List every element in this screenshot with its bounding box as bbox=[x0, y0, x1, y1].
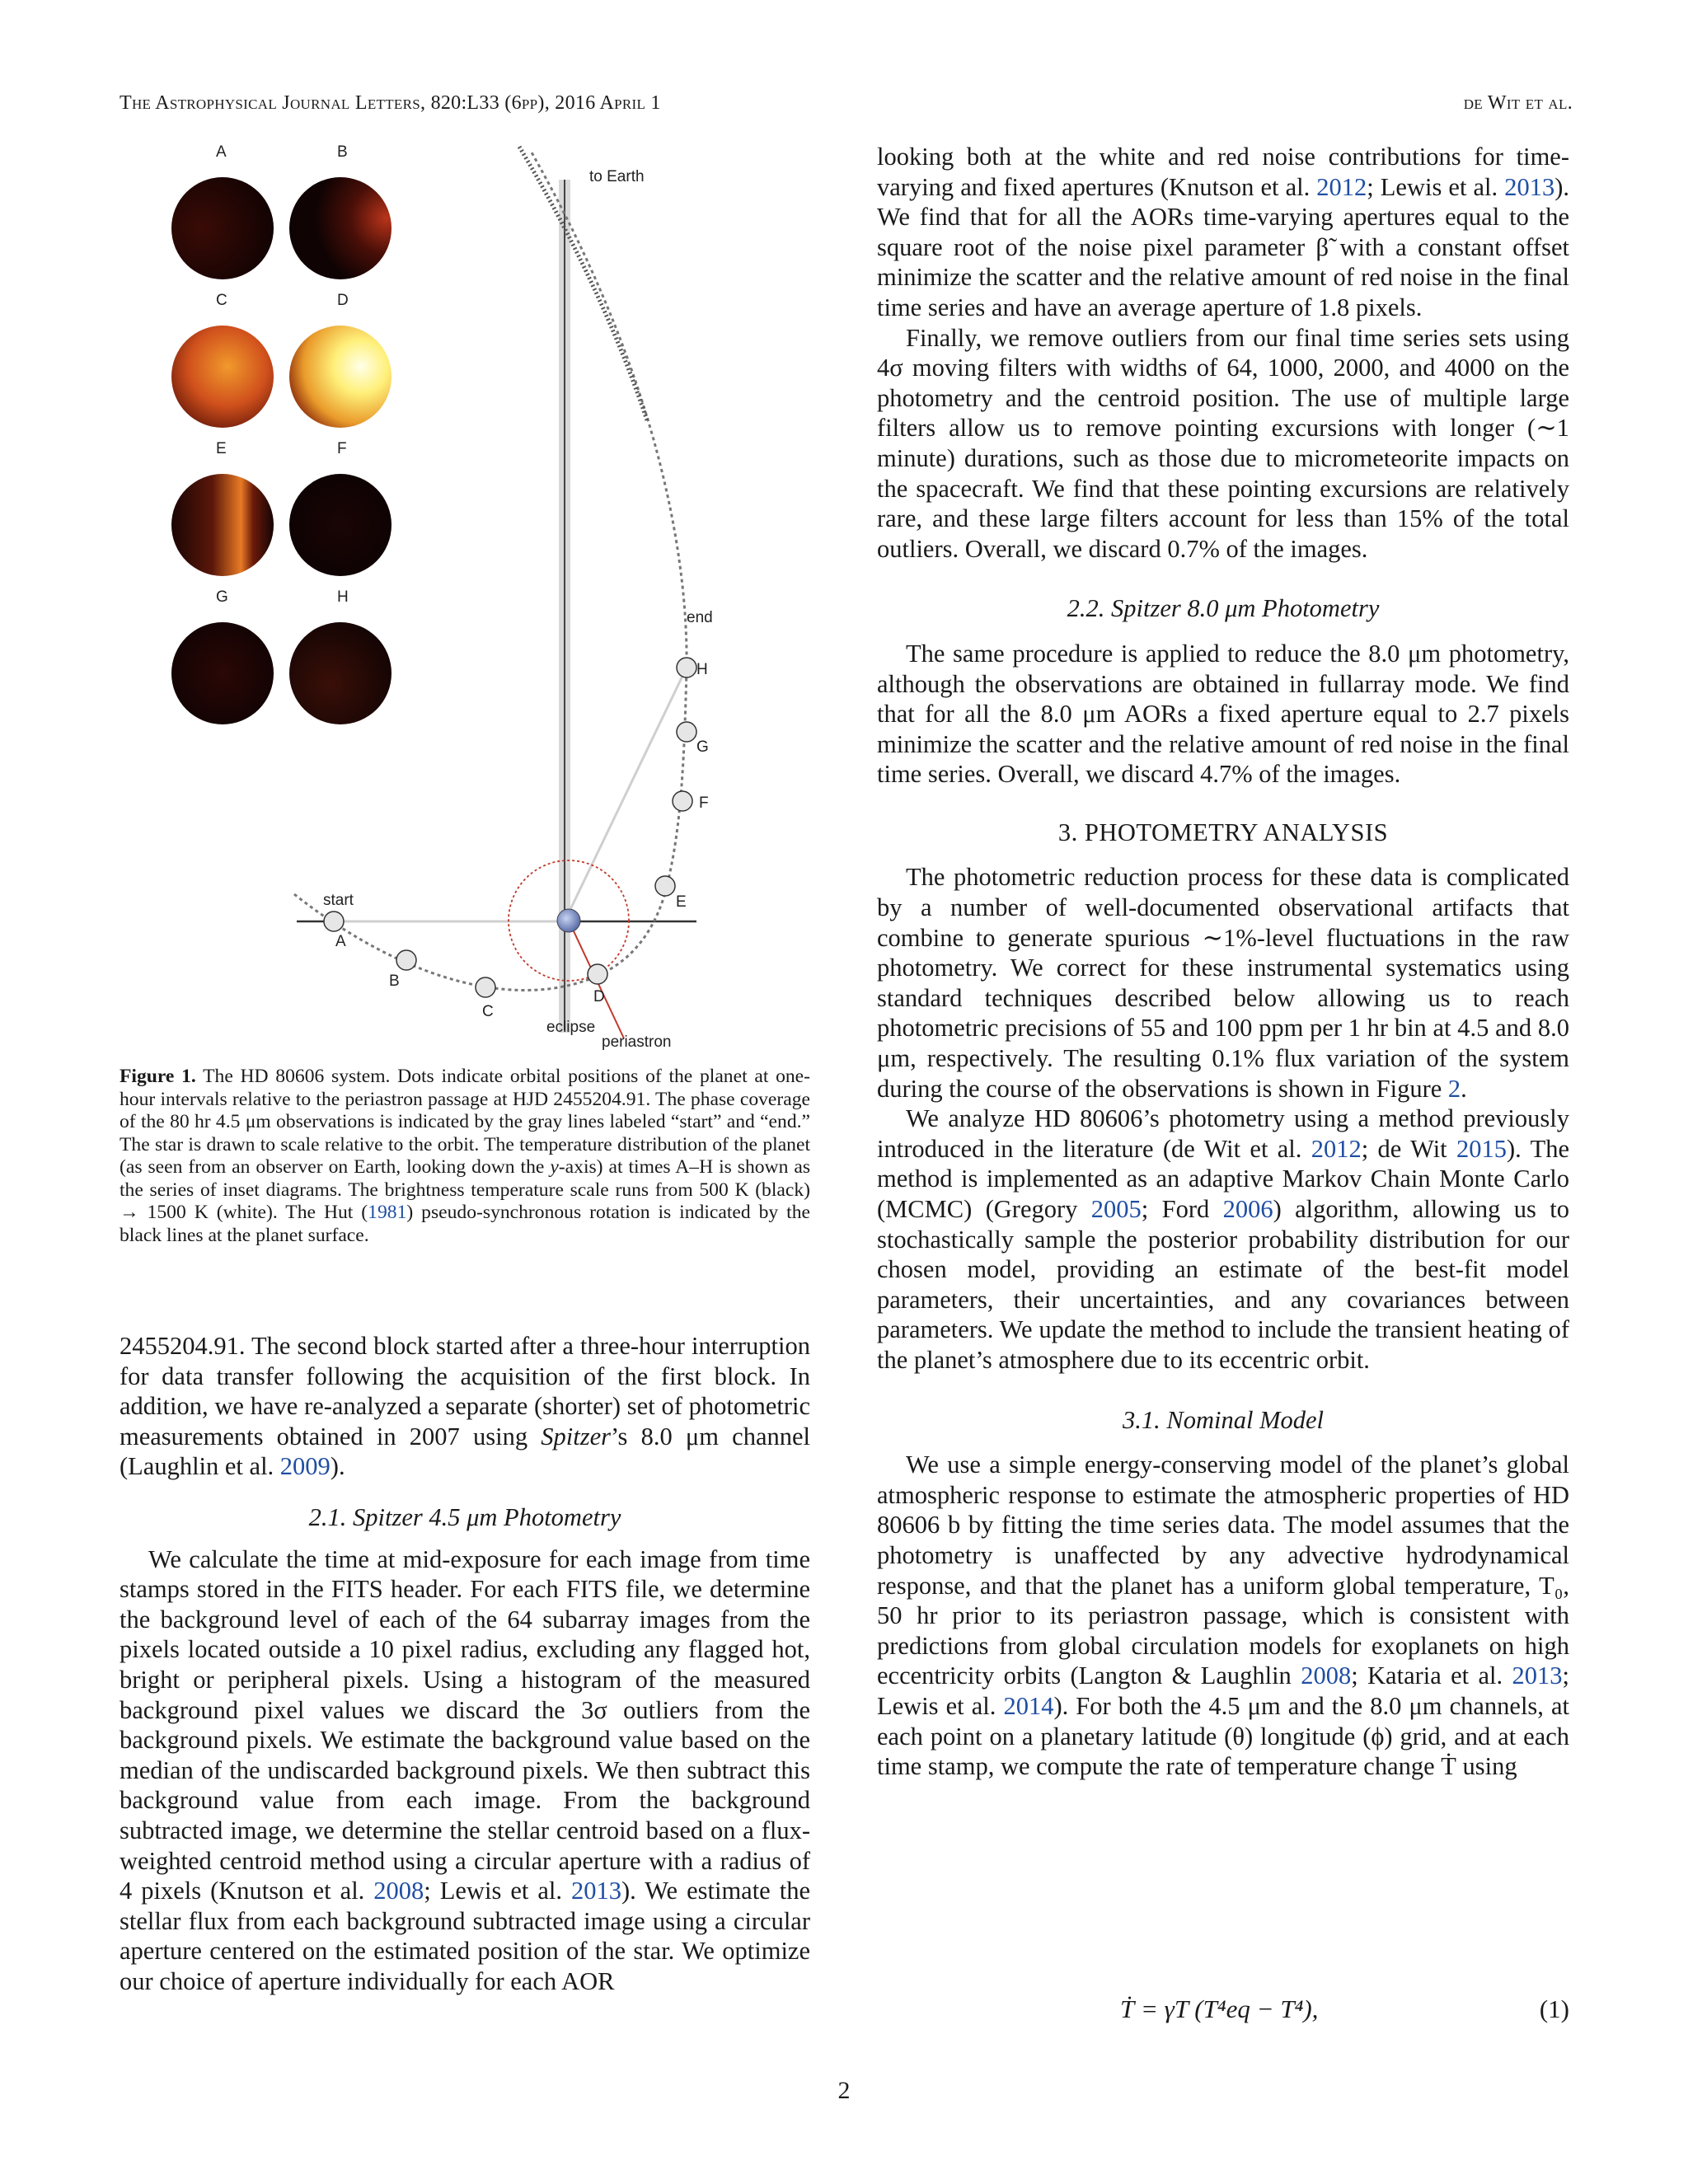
orbit-label-b: B bbox=[389, 972, 400, 990]
orbit-marker-f bbox=[673, 791, 692, 811]
label-periastron: periastron bbox=[602, 1033, 672, 1051]
running-header-authors: de Wit et al. bbox=[1463, 92, 1573, 114]
orbit-label-a: A bbox=[335, 933, 346, 950]
citation-link[interactable]: 2014 bbox=[1003, 1691, 1054, 1720]
citation-link[interactable]: 2012 bbox=[1311, 1134, 1362, 1163]
inset-label-d: D bbox=[337, 292, 349, 309]
inset-diagrams bbox=[171, 177, 392, 724]
section-heading-2-1: 2.1. Spitzer 4.5 μm Photometry bbox=[308, 1502, 621, 1531]
citation-link[interactable]: 2009 bbox=[279, 1452, 331, 1481]
equation-body: Ṫ = γT (T⁴eq − T⁴), bbox=[1120, 1994, 1319, 2023]
label-eclipse: eclipse bbox=[546, 1019, 596, 1036]
section-heading-2-2: 2.2. Spitzer 8.0 μm Photometry bbox=[1067, 594, 1380, 623]
orbit-label-h: H bbox=[696, 661, 708, 678]
orbit-label-e: E bbox=[676, 893, 687, 911]
orbit-marker-e bbox=[655, 876, 675, 896]
figure-1 bbox=[120, 124, 810, 1059]
inset-label-e: E bbox=[216, 440, 227, 457]
label-to-earth: to Earth bbox=[589, 168, 645, 185]
orbit-label-g: G bbox=[696, 738, 709, 756]
inset-c bbox=[171, 326, 274, 428]
equation-number: (1) bbox=[1539, 1994, 1569, 2023]
citation-link[interactable]: 2012 bbox=[1316, 172, 1367, 201]
page-number: 2 bbox=[837, 2077, 851, 2104]
citation-link[interactable]: 2013 bbox=[1512, 1661, 1563, 1690]
right-column bbox=[877, 142, 1569, 1782]
section-heading-3-1: 3.1. Nominal Model bbox=[1123, 1405, 1324, 1434]
star bbox=[557, 909, 580, 932]
inset-label-h: H bbox=[337, 588, 349, 606]
inset-g bbox=[171, 622, 274, 724]
inset-label-c: C bbox=[216, 292, 227, 309]
figure-1-caption: Figure 1. The HD 80606 system. Dots indicate orbital positions of the planet at one-hour intervals relative to the periastron passage at HJD 2455204.91. The phase coverage of the 80 hr 4.5 μm observations is indicated by the gray lines labeled “start” and “end.” The star is drawn to scale relative to the orbit. The temperature distribution of the planet (as seen from an observer on Earth, looking down the y-axis) at times A–H is shown as the series of inset diagrams. The brightness temperature scale runs from 500 K (black) → 1500 K (white). The Hut (1981) pseudo-synchronous rotation is indicated by the black lines at the planet surface. bbox=[120, 1066, 811, 1246]
citation-link[interactable]: 2015 bbox=[1456, 1134, 1507, 1163]
orbit-label-d: D bbox=[593, 988, 605, 1005]
citation-link[interactable]: 1981 bbox=[368, 1202, 407, 1223]
inset-label-b: B bbox=[337, 143, 348, 161]
citation-link[interactable]: 2005 bbox=[1090, 1195, 1142, 1223]
inset-h bbox=[289, 622, 392, 724]
orbit-marker-a bbox=[324, 912, 344, 931]
paragraph: looking both at the white and red noise contributions for time-varying and fixed apertures (Knutson et al. 2012; Lewis et al. 2013). We find that for all the AORs time-varying apertures equal to the square root of the noise pixel parameter β̃ with a constant offset minimize the scatter and the relative amount of red noise in the final time series and have an average aperture of 1.8 pixels. bbox=[877, 143, 1569, 321]
label-start: start bbox=[323, 892, 354, 909]
citation-link[interactable]: 2013 bbox=[1504, 172, 1555, 201]
orbit-label-f: F bbox=[699, 794, 709, 812]
orbit-markers bbox=[324, 658, 696, 997]
inset-label-g: G bbox=[216, 588, 228, 606]
orbit-marker-h bbox=[677, 658, 696, 677]
left-column bbox=[120, 1331, 810, 1996]
inset-e bbox=[171, 474, 274, 576]
inset-f bbox=[289, 474, 392, 576]
paragraph: Finally, we remove outliers from our final time series sets using 4σ moving filters with widths of 64, 1000, 2000, and 4000 on the photometry and the centroid position. The use of multiple large filters allow us to remove pointing excursions with longer (∼1 minute) durations, such as those due to micrometeorite impacts on the spacecraft. We find that these pointing excursions are relatively rare, and these large filters account for less than 15% of the total outliers. Overall, we discard 0.7% of the images. bbox=[877, 323, 1569, 563]
orbit-marker-d bbox=[588, 964, 607, 984]
inset-d bbox=[289, 326, 392, 428]
paragraph: We calculate the time at mid-exposure for each image from time stamps stored in the FITS header. For each FITS file, we determine the background level of each of the 64 subarray images from the pixels located outside a 10 pixel radius, excluding any flagged hot, bright or peripheral pixels. Using a histogram of the measured background pixel values we discard the 3σ outliers from the background pixels. We estimate the background value based on the median of the undiscarded background pixels. We then subtract this background value from each image. From the background subtracted image, we determine the stellar centroid based on a flux-weighted centroid method using a circular aperture with a radius of 4 pixels (Knutson et al. 2008; Lewis et al. 2013). We estimate the stellar flux from each background subtracted image using a circular aperture centered on the estimated position of the star. We optimize our choice of aperture individually for each AOR bbox=[120, 1544, 810, 1995]
orbit-marker-g bbox=[677, 722, 696, 742]
inset-label-a: A bbox=[216, 143, 227, 161]
running-header-journal: The Astrophysical Journal Letters, 820:L33 (6pp), 2016 April 1 bbox=[120, 92, 661, 114]
citation-link[interactable]: 2006 bbox=[1222, 1195, 1273, 1223]
citation-link[interactable]: 2008 bbox=[373, 1877, 424, 1905]
inset-a bbox=[171, 177, 274, 279]
section-heading-3: 3. PHOTOMETRY ANALYSIS bbox=[1057, 818, 1389, 846]
paragraph: 2455204.91. The second block started after a three-hour interruption for data transfer following the acquisition of the first block. In addition, we have re-analyzed a separate (shorter) set of photometric measurements obtained in 2007 using Spitzer’s 8.0 μm channel (Laughlin et al. 2009). bbox=[120, 1332, 810, 1481]
orbit-marker-b bbox=[396, 950, 416, 970]
inset-label-f: F bbox=[337, 440, 347, 457]
orbit-upper bbox=[519, 147, 647, 420]
orbit-marker-c bbox=[476, 977, 495, 997]
figure-1-graphic bbox=[120, 124, 810, 1059]
figure-label: Figure 1. bbox=[120, 1066, 196, 1087]
citation-link[interactable]: 2013 bbox=[570, 1877, 621, 1905]
citation-link[interactable]: 2 bbox=[1447, 1074, 1461, 1103]
citation-link[interactable]: 2008 bbox=[1301, 1661, 1352, 1690]
paragraph: We analyze HD 80606’s photometry using a method previously introduced in the literature (de Wit et al. 2012; de Wit 2015). The method is implemented as an adaptive Markov Chain Monte Carlo (MCMC) (Gregory 2005; Ford 2006) algorithm, allowing us to stochastically sample the posterior probability distribution for our chosen model, providing an estimate of the best-fit model parameters, their uncertainties, and any covariances between parameters. We update the method to include the transient heating of the planet’s atmosphere due to its eccentric orbit. bbox=[877, 1104, 1570, 1374]
paragraph: We use a simple energy-conserving model of the planet’s global atmospheric response to estimate the atmospheric properties of HD 80606 b by fitting the time series data. The model assumes that the photometry is unaffected by any advective hydrodynamical response, and that the planet has a uniform global temperature, T₀, 50 hr prior to its periastron passage, which is consistent with predictions from global circulation models for exoplanets on high eccentricity orbits (Langton & Laughlin 2008; Kataria et al. 2013; Lewis et al. 2014). For both the 4.5 μm and the 8.0 μm channels, at each point on a planetary latitude (θ) longitude (ϕ) grid, and at each time stamp, we compute the rate of temperature change Ṫ using bbox=[877, 1451, 1569, 1781]
inset-b bbox=[289, 177, 392, 279]
label-end: end bbox=[687, 609, 713, 626]
paragraph: The same procedure is applied to reduce the 8.0 μm photometry, although the observations are obtained in fullarray mode. We find that for all the 8.0 μm AORs a fixed aperture equal to 2.7 pixels minimize the scatter and the relative amount of red noise in the final time series. Overall, we discard 4.7% of the images. bbox=[877, 639, 1569, 789]
orbit-label-c: C bbox=[482, 1003, 494, 1020]
paragraph: The photometric reduction process for these data is complicated by a number of well-documented observational artifacts that combine to generate spurious ∼1%-level fluctuations in the raw photometry. We correct for these instrumental systematics using standard techniques described below allowing us to reach photometric precisions of 55 and 100 ppm per 1 hr bin at 4.5 and 8.0 μm, respectively. The resulting 0.1% flux variation of the system during the course of the observations is shown in Figure 2. bbox=[877, 863, 1569, 1103]
